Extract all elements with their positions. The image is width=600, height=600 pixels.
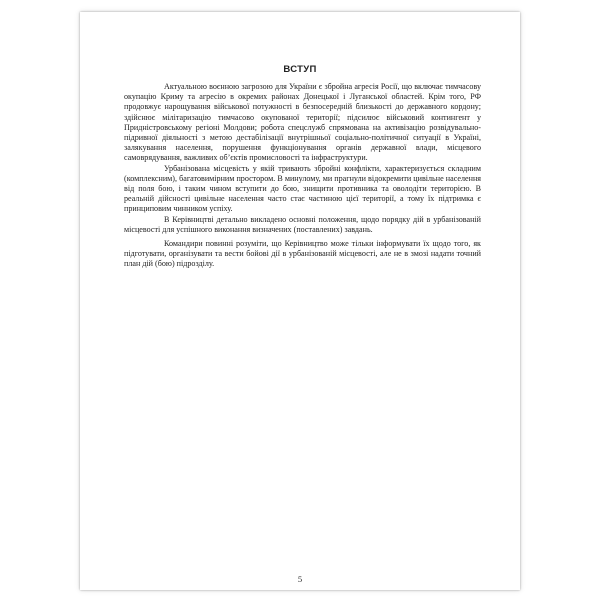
page-number: 5	[297, 574, 303, 584]
paragraph-guide-overview: В Керівництві детально викладено основні положення, щодо порядку дій в урбанізованій місцевості для успішного виконання визначених (поставлених) завдань.	[124, 214, 481, 234]
document-page	[80, 12, 520, 590]
page-title: ВСТУП	[283, 64, 317, 75]
paragraph-military-threat: Актуальною воєнною загрозою для України є збройна агресія Росії, що включає тимчасову окупацію Криму та агресію в окремих районах Донецької і Луганської областей. Крім того, РФ продовжує нарощування військової потужності в безпосередній близькості до державного кордону; здійснює мілітаризацію тимчасово окупованої території; підсилює військовий контингент у Придністровському регіоні Молдови; робота спецслужб спрямована на активізацію розвідувально-підривної діяльності з метою дестабілізації внутрішньої соціально-політичної ситуації в Україні, залякування населення, порушення функціонування органів державної влади, місцевого самоврядування, важливих об’єктів промисловості та інфраструктури.	[124, 82, 481, 163]
document-body	[124, 82, 481, 270]
paragraph-urban-terrain: Урбанізована місцевість у якій тривають збройні конфлікти, характеризується складним (комплексним), багатовимірним простором. В минулому, ми прагнули відокремити цивільне населення від поля бою, і таким чином вступити до бою, знищити противника та оволодіти територією. В реальній дійсності цивільне населення часто стає частиною цієї території, а тому їх підтримка є принциповим чинником успіху.	[124, 163, 481, 214]
paragraph-commanders: Командири повинні розуміти, що Керівництво може тільки інформувати їх щодо того, як підготувати, організувати та вести бойові дії в урбанізованій місцевості, але не в змозі надати точний план дій (бою) підрозділу.	[124, 239, 481, 269]
